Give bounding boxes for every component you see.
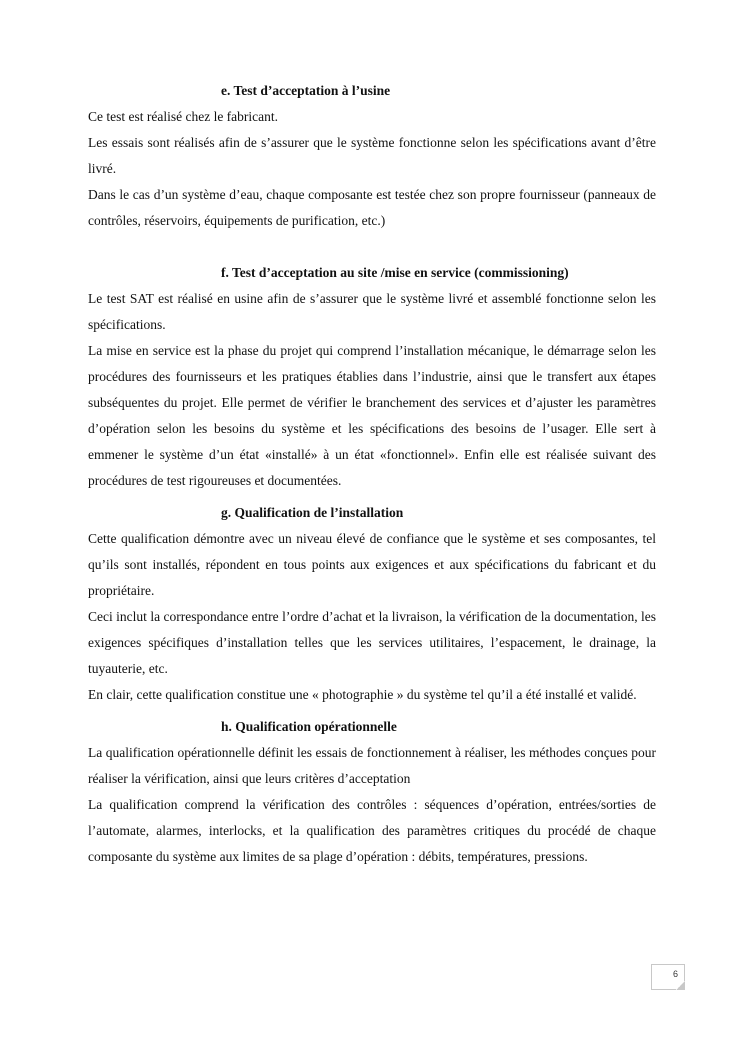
section-heading: g. Qualification de l’installation (221, 505, 404, 520)
paragraph: La qualification comprend la vérification des contrôles : séquences d’opération, entrées/sorties de l’automate, alarmes, interlocks, et la qualification des paramètres critiques du procédé de chaque composante du système aux limites de sa plage d’opération : débits, températures, pressions. (88, 797, 656, 864)
document-page (88, 78, 656, 870)
section-f (88, 260, 656, 494)
section-g (88, 500, 656, 708)
paragraph: Cette qualification démontre avec un niveau élevé de confiance que le système et ses composantes, tel qu’ils sont installés, répondent en tous points aux exigences et aux spécifications du fabricant et du propriétaire. (88, 531, 656, 598)
page-number-box (651, 964, 685, 990)
paragraph: En clair, cette qualification constitue une « photographie » du système tel qu’il a été installé et validé. (88, 687, 637, 702)
section-h (88, 714, 656, 870)
spacer (88, 234, 656, 260)
page-curl-icon (676, 981, 685, 990)
page-number: 6 (672, 969, 678, 979)
paragraph: Le test SAT est réalisé en usine afin de s’assurer que le système livré et assemblé fonctionne selon les spécifications. (88, 291, 656, 332)
paragraph: La qualification opérationnelle définit les essais de fonctionnement à réaliser, les méthodes conçues pour réaliser la vérification, ainsi que leurs critères d’acceptation (88, 745, 656, 786)
section-heading: f. Test d’acceptation au site /mise en service (commissioning) (221, 265, 569, 280)
section-heading: h. Qualification opérationnelle (221, 719, 397, 734)
paragraph: Les essais sont réalisés afin de s’assurer que le système fonctionne selon les spécifications avant d’être livré. (88, 135, 656, 176)
paragraph: Ce test est réalisé chez le fabricant. (88, 109, 279, 124)
paragraph: Ceci inclut la correspondance entre l’ordre d’achat et la livraison, la vérification de la documentation, les exigences spécifiques d’installation telles que les services utilitaires, l’espacement, le drainage, la tuyauterie, etc. (88, 609, 656, 676)
paragraph: La mise en service est la phase du projet qui comprend l’installation mécanique, le démarrage selon les procédures des fournisseurs et les pratiques établies dans l’industrie, ainsi que le transfert aux étapes subséquentes du projet. Elle permet de vérifier le branchement des services et d’ajuster les paramètres d’opération selon les besoins du système et les spécifications des besoins de l’usager. Elle sert à emmener le système d’un état «installé» à un état «fonctionnel». Enfin elle est réalisée suivant des procédures de test rigoureuses et documentées. (88, 343, 656, 488)
paragraph: Dans le cas d’un système d’eau, chaque composante est testée chez son propre fournisseur (panneaux de contrôles, réservoirs, équipements de purification, etc.) (88, 187, 656, 228)
section-heading: e. Test d’acceptation à l’usine (221, 83, 391, 98)
section-e (88, 78, 656, 234)
